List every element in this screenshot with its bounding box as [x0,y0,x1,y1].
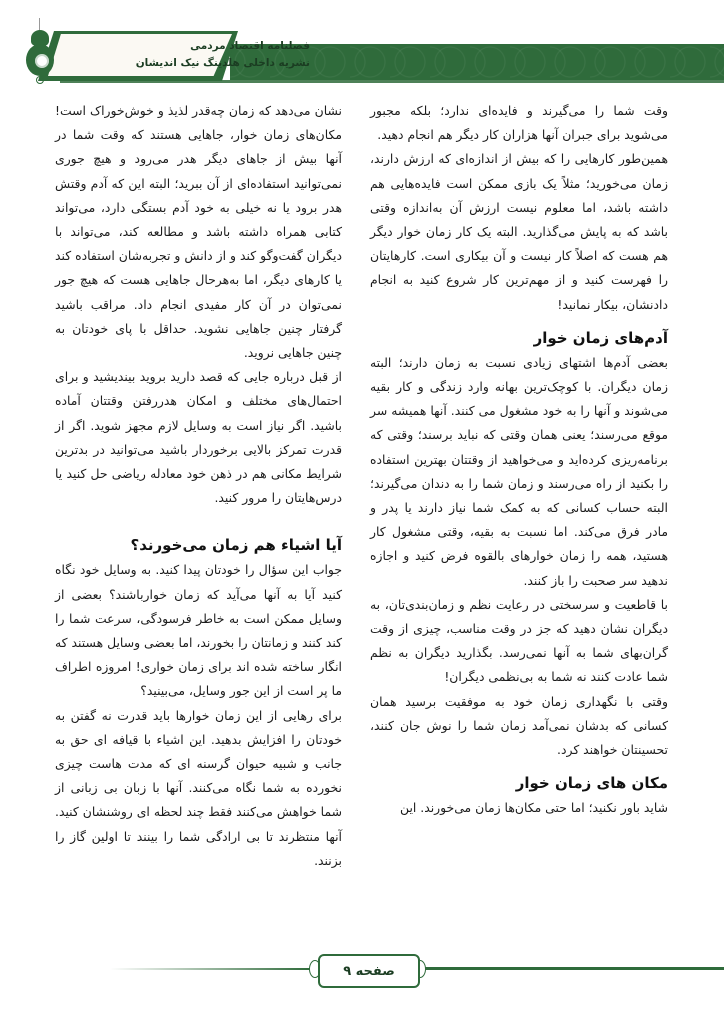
page-number [318,954,420,988]
left-column [55,99,342,873]
paragraph: وقتی با نگهداری زمان خود به موفقیت برسید همان کسانی که بدشان نمی‌آمد زمان شما را نوش جان کنند، تحسینتان خواهند کرد. [370,693,668,758]
paragraph: بعضی آدم‌ها اشتهای زیادی نسبت به زمان دارند؛ البته زمان دیگران. با کوچک‌ترین بهانه وارد زندگی و کار بقیه می‌شوند و آنها را به خود مشغول می کنند. آنها همیشه سر موقع می‌رسند؛ یعنی همان وقتی که نباید برسند؛ وقتی که برنامه‌ریزی کرده‌اید و می‌خواهید از وقتتان بهترین استفاده را بکنید از راه می‌رسند و زمان شما را به دندان می‌گیرند؛ البته حساب کسانی که به کمک شما نیاز دارند یا پدر و مادر فرق می‌کند. اما نسبت به بقیه، وقتی مشغول کار هستید، همه را زمان خوارهای بالقوه فرض کنید و اجازه ندهید سر صحبت را باز کنند. [370,354,668,588]
footer-rule-left [110,968,310,970]
section-heading: آدم‌های زمان خوار [533,328,668,347]
paragraph: از قبل درباره جایی که قصد دارید بروید بیندیشید و برای احتمال‌های مختلف و امکان هدررفتن وقتتان آماده باشید. اگر نیاز است به وسایل لازم مجهز شوید. اگر از قدرت تمرکز بالایی برخوردار باشید می‌توانید در بدترین شرایط مکانی هم در ذهن خود معادله ریاضی حل کنید یا درس‌هایتان را مرور کنید. [55,369,342,506]
section-heading: آیا اشیاء هم زمان می‌خورند؟ [130,536,342,555]
paragraph: برای رهایی از این زمان خوارها باید قدرت نه گفتن به خودتان را افزایش بدهید. این اشیاء با قیافه ای حق به جانب و شبیه حیوان گرسنه ای که مدت هاست چیزی نخورده به شما نگاه می‌کنند. آنها با زبان بی زبانی از شما خواهش می‌کنند فقط چند لحظه ای روشنشان کنید. آنها منتظرند تا بی ارادگی شما را بینند تا اولین گاز را بزنند. [55,707,342,868]
paragraph: وقت شما را می‌گیرند و فایده‌ای ندارد؛ بلکه مجبور می‌شوید برای جبران آنها هزاران کار دیگر هم انجام دهید. [370,103,668,143]
paragraph: شاید باور نکنید؛ اما حتی مکان‌ها زمان می‌خورند. این [400,800,668,816]
paragraph: با قاطعیت و سرسختی در رعایت نظم و زمان‌بندی‌تان، به دیگران نشان دهید که جز در وقت مناسب، چیزی از وقت گران‌بهای شما به آنها نمی‌رسد. بگذارید دیگران به نظم شما عادت کنند نه شما به بی‌نظمی دیگران! [370,596,668,685]
page-footer [0,950,724,990]
paragraph: همین‌طور کارهایی را که بیش از اندازه‌ای که ارزش دارند، زمان می‌خورید؛ مثلاً یک بازی ممکن است فایده‌هایی هم داشته باشد، اما معلوم نیست ارزش آن به‌اندازه وقتی باشد که به پایش می‌گذارید. البته یک کار زمان خوار دیگر هم هست که اصلاً کار نیست و آن بیکاری است. کارهایتان را فهرست کنید و از مهم‌ترین کار شروع کنید به انجام دادنشان، بیکار نمانید! [370,151,668,312]
paragraph: نشان می‌دهد که زمان چه‌قدر لذیذ و خوش‌خوراک است! مکان‌های زمان خوار، جاهایی هستند که وقت شما در آنها بیش از جاهای دیگر هدر می‌رود و هیچ جوری نمی‌توانید استفاده‌ای از آن ببرید؛ البته این که آدم وقتش هدر برود یا نه خیلی به خود آدم بستگی دارد، می‌تواند کتابی همراه داشته باشد و مطالعه کند، می‌تواند با دیگران گفت‌وگو کند و از دانش و تجربه‌شان استفاده کند یا کارهای دیگر، اما به‌هرحال جاهایی هست که هیچ جور نمی‌توان در آن کار مفیدی انجام داد. مراقب باشید گرفتار چنین جاهایی نشوید. حداقل با پای خودتان به چنین جاهایی نروید. [55,103,342,361]
right-column [370,99,668,820]
page-header [0,0,724,92]
footer-rule-right [425,967,724,970]
journal-title: فصلنامه اقتصاد مردمی [190,40,310,52]
spacer [55,510,342,524]
paragraph: جواب این سؤال را خودتان پیدا کنید. به وسایل خود نگاه کنید آیا به آنها می‌آید که زمان خوارباشند؟ بعضی از وسایل ممکن است به خاطر فرسودگی، سرعت شما را کند کنند و زمانتان را بخورند، اما بعضی وسایل هستند که انگار ساخته شده اند برای زمان خواری! امروزه اطراف ما پر است از این جور وسایل، می‌بینید؟ [55,562,342,699]
section-heading: مکان های زمان خوار [515,774,668,793]
journal-subtitle: نشریه داخلی هلدینگ نیک اندیشان [135,57,310,69]
page-number-label: صفحه ۹ [343,963,395,979]
emblem-icon [22,18,58,86]
